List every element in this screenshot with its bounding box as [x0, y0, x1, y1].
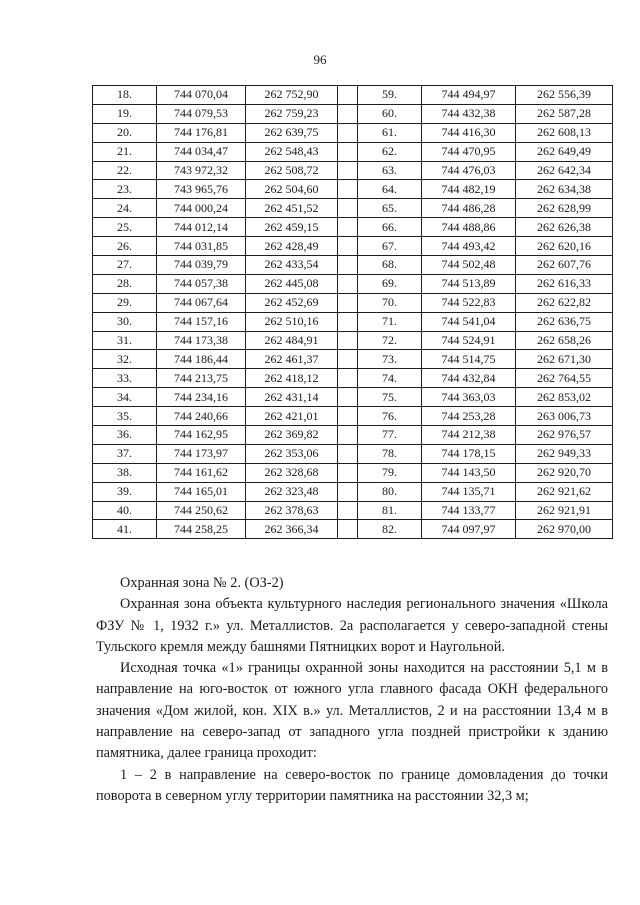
table-row	[93, 482, 613, 501]
coordinates-table	[92, 85, 613, 539]
cell-right-point-number: 79.	[358, 463, 422, 482]
cell-left-point-number: 39.	[93, 482, 157, 501]
cell-left-point-number: 38.	[93, 463, 157, 482]
cell-left-x-coordinate: 744 258,25	[157, 520, 246, 539]
cell-left-x-coordinate: 744 162,95	[157, 426, 246, 445]
cell-left-point-number: 31.	[93, 331, 157, 350]
cell-left-point-number: 23.	[93, 180, 157, 199]
cell-spacer	[338, 350, 358, 369]
cell-right-point-number: 60.	[358, 104, 422, 123]
cell-left-y-coordinate: 262 451,52	[246, 199, 338, 218]
cell-right-x-coordinate: 744 493,42	[422, 237, 516, 256]
cell-left-y-coordinate: 262 328,68	[246, 463, 338, 482]
cell-left-y-coordinate: 262 510,16	[246, 312, 338, 331]
cell-right-x-coordinate: 744 253,28	[422, 407, 516, 426]
cell-right-y-coordinate: 263 006,73	[516, 407, 613, 426]
cell-right-point-number: 75.	[358, 388, 422, 407]
cell-right-x-coordinate: 744 432,38	[422, 104, 516, 123]
cell-left-point-number: 40.	[93, 501, 157, 520]
cell-left-y-coordinate: 262 433,54	[246, 256, 338, 275]
cell-right-y-coordinate: 262 634,38	[516, 180, 613, 199]
cell-left-x-coordinate: 744 157,16	[157, 312, 246, 331]
table-row	[93, 501, 613, 520]
cell-right-y-coordinate: 262 921,62	[516, 482, 613, 501]
cell-spacer	[338, 86, 358, 105]
cell-spacer	[338, 463, 358, 482]
cell-spacer	[338, 218, 358, 237]
table-row	[93, 293, 613, 312]
cell-left-x-coordinate: 744 067,64	[157, 293, 246, 312]
cell-spacer	[338, 161, 358, 180]
text-block	[96, 573, 608, 807]
table-row	[93, 407, 613, 426]
cell-right-point-number: 64.	[358, 180, 422, 199]
cell-spacer	[338, 256, 358, 275]
cell-left-y-coordinate: 262 421,01	[246, 407, 338, 426]
table-row	[93, 520, 613, 539]
cell-left-x-coordinate: 744 234,16	[157, 388, 246, 407]
cell-spacer	[338, 142, 358, 161]
table-row	[93, 444, 613, 463]
cell-spacer	[338, 104, 358, 123]
cell-left-point-number: 22.	[93, 161, 157, 180]
cell-spacer	[338, 501, 358, 520]
cell-left-x-coordinate: 744 213,75	[157, 369, 246, 388]
cell-right-x-coordinate: 744 097,97	[422, 520, 516, 539]
table-row	[93, 426, 613, 445]
cell-spacer	[338, 237, 358, 256]
cell-left-y-coordinate: 262 508,72	[246, 161, 338, 180]
cell-right-x-coordinate: 744 488,86	[422, 218, 516, 237]
cell-right-point-number: 63.	[358, 161, 422, 180]
cell-right-y-coordinate: 262 628,99	[516, 199, 613, 218]
cell-left-point-number: 18.	[93, 86, 157, 105]
cell-left-y-coordinate: 262 452,69	[246, 293, 338, 312]
table-row	[93, 104, 613, 123]
table-row	[93, 199, 613, 218]
cell-left-x-coordinate: 744 031,85	[157, 237, 246, 256]
cell-right-y-coordinate: 262 764,55	[516, 369, 613, 388]
cell-spacer	[338, 426, 358, 445]
table-row	[93, 237, 613, 256]
cell-left-y-coordinate: 262 431,14	[246, 388, 338, 407]
cell-left-x-coordinate: 744 250,62	[157, 501, 246, 520]
paragraph-starting-point: Исходная точка «1» границы охранной зоны находится на расстоянии 5,1 м в направление на юго-восток от южного угла главного фасада ОКН федерального значения «Дом жилой, кон. XIX в.» ул. Металлистов, 2 и на расстоянии 13,4 м в направление на северо-запад от западного угла поздней пристройки к зданию памятника, далее граница проходит:	[96, 660, 608, 762]
cell-left-y-coordinate: 262 484,91	[246, 331, 338, 350]
cell-right-x-coordinate: 744 432,84	[422, 369, 516, 388]
cell-right-y-coordinate: 262 587,28	[516, 104, 613, 123]
cell-right-point-number: 80.	[358, 482, 422, 501]
cell-left-y-coordinate: 262 639,75	[246, 123, 338, 142]
cell-spacer	[338, 123, 358, 142]
cell-right-y-coordinate: 262 949,33	[516, 444, 613, 463]
cell-right-point-number: 68.	[358, 256, 422, 275]
cell-right-y-coordinate: 262 921,91	[516, 501, 613, 520]
cell-right-y-coordinate: 262 636,75	[516, 312, 613, 331]
cell-left-y-coordinate: 262 504,60	[246, 180, 338, 199]
cell-right-x-coordinate: 744 482,19	[422, 180, 516, 199]
cell-right-point-number: 69.	[358, 274, 422, 293]
table-row	[93, 180, 613, 199]
cell-left-point-number: 24.	[93, 199, 157, 218]
cell-left-x-coordinate: 744 176,81	[157, 123, 246, 142]
cell-right-point-number: 81.	[358, 501, 422, 520]
cell-right-y-coordinate: 262 649,49	[516, 142, 613, 161]
cell-left-y-coordinate: 262 323,48	[246, 482, 338, 501]
cell-right-point-number: 65.	[358, 199, 422, 218]
cell-spacer	[338, 274, 358, 293]
cell-left-y-coordinate: 262 759,23	[246, 104, 338, 123]
zone-title: Охранная зона № 2. (ОЗ-2)	[120, 575, 284, 591]
cell-spacer	[338, 312, 358, 331]
cell-left-point-number: 30.	[93, 312, 157, 331]
cell-right-x-coordinate: 744 541,04	[422, 312, 516, 331]
cell-spacer	[338, 520, 358, 539]
cell-right-point-number: 59.	[358, 86, 422, 105]
cell-spacer	[338, 293, 358, 312]
cell-left-x-coordinate: 744 034,47	[157, 142, 246, 161]
cell-right-y-coordinate: 262 626,38	[516, 218, 613, 237]
cell-left-point-number: 36.	[93, 426, 157, 445]
cell-spacer	[338, 388, 358, 407]
cell-right-point-number: 77.	[358, 426, 422, 445]
cell-spacer	[338, 407, 358, 426]
cell-left-x-coordinate: 744 161,62	[157, 463, 246, 482]
cell-left-point-number: 29.	[93, 293, 157, 312]
cell-right-x-coordinate: 744 143,50	[422, 463, 516, 482]
cell-right-x-coordinate: 744 486,28	[422, 199, 516, 218]
cell-left-x-coordinate: 743 965,76	[157, 180, 246, 199]
cell-left-point-number: 41.	[93, 520, 157, 539]
cell-spacer	[338, 444, 358, 463]
cell-left-x-coordinate: 743 972,32	[157, 161, 246, 180]
cell-left-x-coordinate: 744 012,14	[157, 218, 246, 237]
table-row	[93, 142, 613, 161]
cell-spacer	[338, 331, 358, 350]
cell-left-x-coordinate: 744 186,44	[157, 350, 246, 369]
table-row	[93, 312, 613, 331]
cell-left-x-coordinate: 744 173,38	[157, 331, 246, 350]
cell-right-point-number: 67.	[358, 237, 422, 256]
table-row	[93, 274, 613, 293]
cell-right-point-number: 82.	[358, 520, 422, 539]
cell-left-x-coordinate: 744 057,38	[157, 274, 246, 293]
cell-right-y-coordinate: 262 658,26	[516, 331, 613, 350]
cell-left-point-number: 19.	[93, 104, 157, 123]
cell-spacer	[338, 180, 358, 199]
cell-right-point-number: 72.	[358, 331, 422, 350]
cell-right-x-coordinate: 744 363,03	[422, 388, 516, 407]
cell-right-point-number: 76.	[358, 407, 422, 426]
cell-spacer	[338, 369, 358, 388]
cell-right-point-number: 73.	[358, 350, 422, 369]
cell-right-y-coordinate: 262 607,76	[516, 256, 613, 275]
table-row	[93, 350, 613, 369]
cell-right-x-coordinate: 744 513,89	[422, 274, 516, 293]
cell-left-point-number: 28.	[93, 274, 157, 293]
table-row	[93, 331, 613, 350]
cell-left-point-number: 25.	[93, 218, 157, 237]
cell-left-y-coordinate: 262 428,49	[246, 237, 338, 256]
cell-right-x-coordinate: 744 133,77	[422, 501, 516, 520]
cell-right-point-number: 71.	[358, 312, 422, 331]
cell-left-point-number: 20.	[93, 123, 157, 142]
cell-left-y-coordinate: 262 366,34	[246, 520, 338, 539]
cell-right-x-coordinate: 744 514,75	[422, 350, 516, 369]
cell-right-point-number: 78.	[358, 444, 422, 463]
cell-right-point-number: 66.	[358, 218, 422, 237]
cell-left-x-coordinate: 744 000,24	[157, 199, 246, 218]
table-row	[93, 161, 613, 180]
page-number: 96	[313, 52, 327, 67]
cell-right-y-coordinate: 262 608,13	[516, 123, 613, 142]
cell-right-x-coordinate: 744 522,83	[422, 293, 516, 312]
cell-right-point-number: 61.	[358, 123, 422, 142]
table-row	[93, 218, 613, 237]
table-row	[93, 256, 613, 275]
cell-right-point-number: 74.	[358, 369, 422, 388]
cell-right-x-coordinate: 744 494,97	[422, 86, 516, 105]
cell-right-point-number: 62.	[358, 142, 422, 161]
paragraph-description: Охранная зона объекта культурного наследия регионального значения «Школа ФЗУ № 1, 1932 г.» ул. Металлистов. 2а располагается у северо-западной стены Тульского кремля между башнями Пятницких ворот и Наугольной.	[96, 596, 608, 655]
paragraph-segment: 1 – 2 в направление на северо-восток по границе домовладения до точки поворота в северном углу территории памятника на расстоянии 32,3 м;	[96, 766, 608, 804]
cell-right-y-coordinate: 262 622,82	[516, 293, 613, 312]
cell-left-x-coordinate: 744 240,66	[157, 407, 246, 426]
cell-spacer	[338, 482, 358, 501]
cell-left-y-coordinate: 262 369,82	[246, 426, 338, 445]
cell-right-y-coordinate: 262 970,00	[516, 520, 613, 539]
table-row	[93, 369, 613, 388]
cell-right-point-number: 70.	[358, 293, 422, 312]
cell-right-y-coordinate: 262 616,33	[516, 274, 613, 293]
table-row	[93, 123, 613, 142]
cell-right-x-coordinate: 744 470,95	[422, 142, 516, 161]
cell-left-y-coordinate: 262 418,12	[246, 369, 338, 388]
cell-left-point-number: 37.	[93, 444, 157, 463]
cell-left-y-coordinate: 262 353,06	[246, 444, 338, 463]
cell-right-x-coordinate: 744 416,30	[422, 123, 516, 142]
cell-left-y-coordinate: 262 459,15	[246, 218, 338, 237]
cell-spacer	[338, 199, 358, 218]
cell-left-x-coordinate: 744 039,79	[157, 256, 246, 275]
table-row	[93, 388, 613, 407]
cell-left-y-coordinate: 262 378,63	[246, 501, 338, 520]
cell-left-x-coordinate: 744 079,53	[157, 104, 246, 123]
cell-right-x-coordinate: 744 476,03	[422, 161, 516, 180]
cell-left-y-coordinate: 262 548,43	[246, 142, 338, 161]
cell-right-x-coordinate: 744 135,71	[422, 482, 516, 501]
cell-right-y-coordinate: 262 920,70	[516, 463, 613, 482]
cell-left-point-number: 32.	[93, 350, 157, 369]
cell-left-point-number: 33.	[93, 369, 157, 388]
table-row	[93, 86, 613, 105]
cell-right-x-coordinate: 744 524,91	[422, 331, 516, 350]
cell-right-x-coordinate: 744 212,38	[422, 426, 516, 445]
cell-right-y-coordinate: 262 853,02	[516, 388, 613, 407]
cell-left-x-coordinate: 744 165,01	[157, 482, 246, 501]
cell-left-point-number: 26.	[93, 237, 157, 256]
cell-left-x-coordinate: 744 070,04	[157, 86, 246, 105]
cell-left-point-number: 21.	[93, 142, 157, 161]
cell-left-x-coordinate: 744 173,97	[157, 444, 246, 463]
cell-right-y-coordinate: 262 976,57	[516, 426, 613, 445]
cell-right-y-coordinate: 262 556,39	[516, 86, 613, 105]
cell-right-y-coordinate: 262 671,30	[516, 350, 613, 369]
cell-right-y-coordinate: 262 642,34	[516, 161, 613, 180]
cell-right-x-coordinate: 744 502,48	[422, 256, 516, 275]
cell-left-point-number: 27.	[93, 256, 157, 275]
cell-left-point-number: 34.	[93, 388, 157, 407]
table-row	[93, 463, 613, 482]
cell-right-y-coordinate: 262 620,16	[516, 237, 613, 256]
cell-right-x-coordinate: 744 178,15	[422, 444, 516, 463]
cell-left-y-coordinate: 262 461,37	[246, 350, 338, 369]
cell-left-y-coordinate: 262 445,08	[246, 274, 338, 293]
cell-left-point-number: 35.	[93, 407, 157, 426]
cell-left-y-coordinate: 262 752,90	[246, 86, 338, 105]
